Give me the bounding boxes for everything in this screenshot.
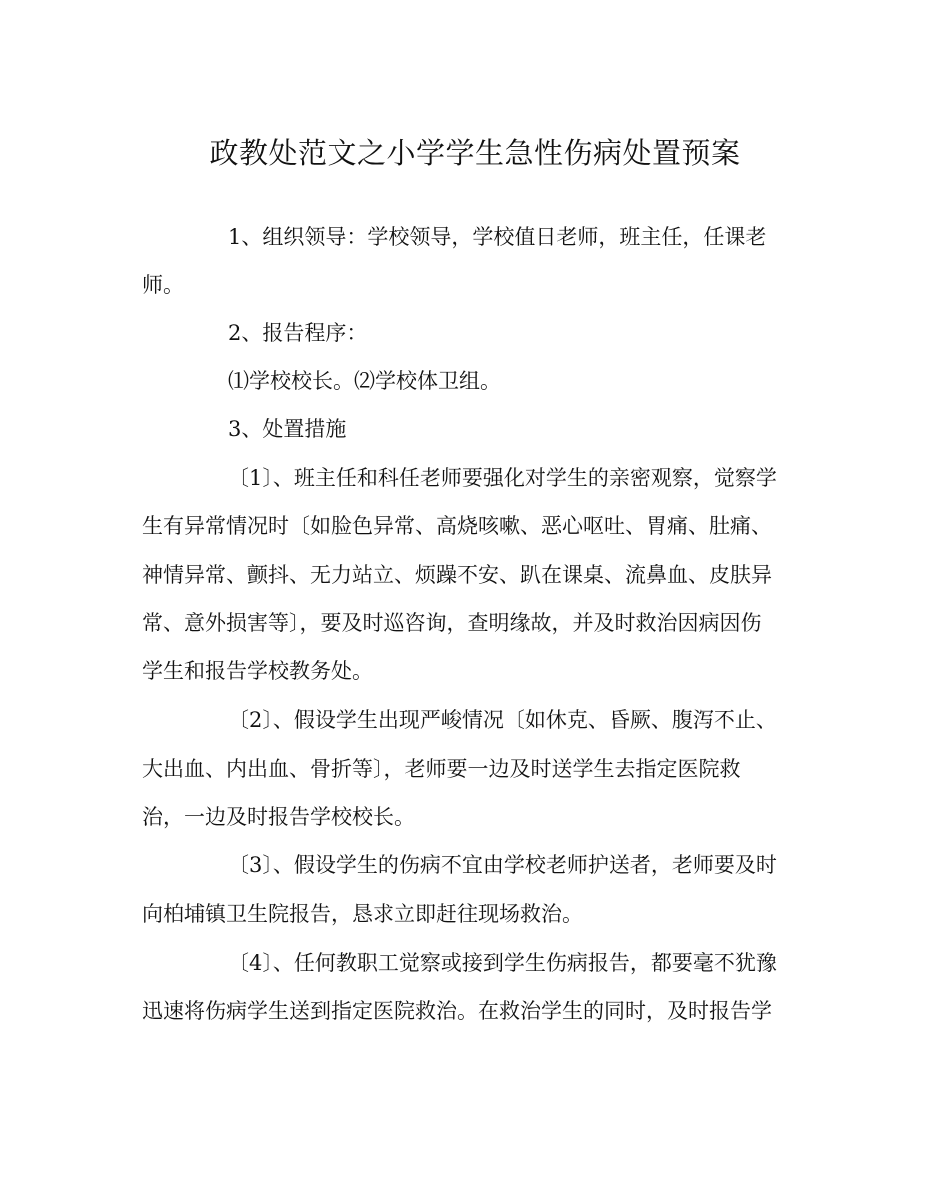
document-title: 政教处范文之小学学生急性伤病处置预案 — [209, 136, 741, 170]
paragraph-line: 生有异常情况时〔如脸色异常、高烧咳嗽、恶心呕吐、胃痛、肚痛、 — [142, 514, 772, 538]
paragraph-line: 〔1〕、班主任和科任老师要强化对学生的亲密观察，觉察学 — [228, 466, 777, 490]
paragraph-line: 治，一边及时报告学校校长。 — [142, 805, 415, 829]
paragraph-line: 2、报告程序： — [228, 321, 368, 345]
paragraph-line: 学生和报告学校教务处。 — [142, 659, 373, 683]
paragraph-line: 神情异常、颤抖、无力站立、烦躁不安、趴在课桌、流鼻血、皮肤异 — [142, 563, 772, 587]
paragraph-line: 〔4〕、任何教职工觉察或接到学生伤病报告，都要毫不犹豫 — [228, 951, 777, 975]
paragraph-line: 大出血、内出血、骨折等〕，老师要一边及时送学生去指定医院救 — [142, 757, 741, 781]
paragraph-line: 师。 — [142, 273, 184, 297]
paragraph-line: 常、意外损害等〕，要及时巡咨询，查明缘故，并及时救治因病因伤 — [142, 611, 762, 635]
paragraph-line: 向柏埔镇卫生院报告，恳求立即赶往现场救治。 — [142, 902, 583, 926]
paragraph-line: 3、处置措施 — [228, 417, 347, 441]
paragraph-line: 〔3〕、假设学生的伤病不宜由学校老师护送者，老师要及时 — [228, 853, 777, 877]
paragraph-line: 〔2〕、假设学生出现严峻情况〔如休克、昏厥、腹泻不止、 — [228, 708, 777, 732]
paragraph-line: 迅速将伤病学生送到指定医院救治。在救治学生的同时，及时报告学 — [142, 999, 772, 1023]
paragraph-line: 1、组织领导：学校领导，学校值日老师，班主任，任课老 — [228, 225, 767, 249]
paragraph-line: ⑴学校校长。⑵学校体卫组。 — [228, 369, 501, 393]
